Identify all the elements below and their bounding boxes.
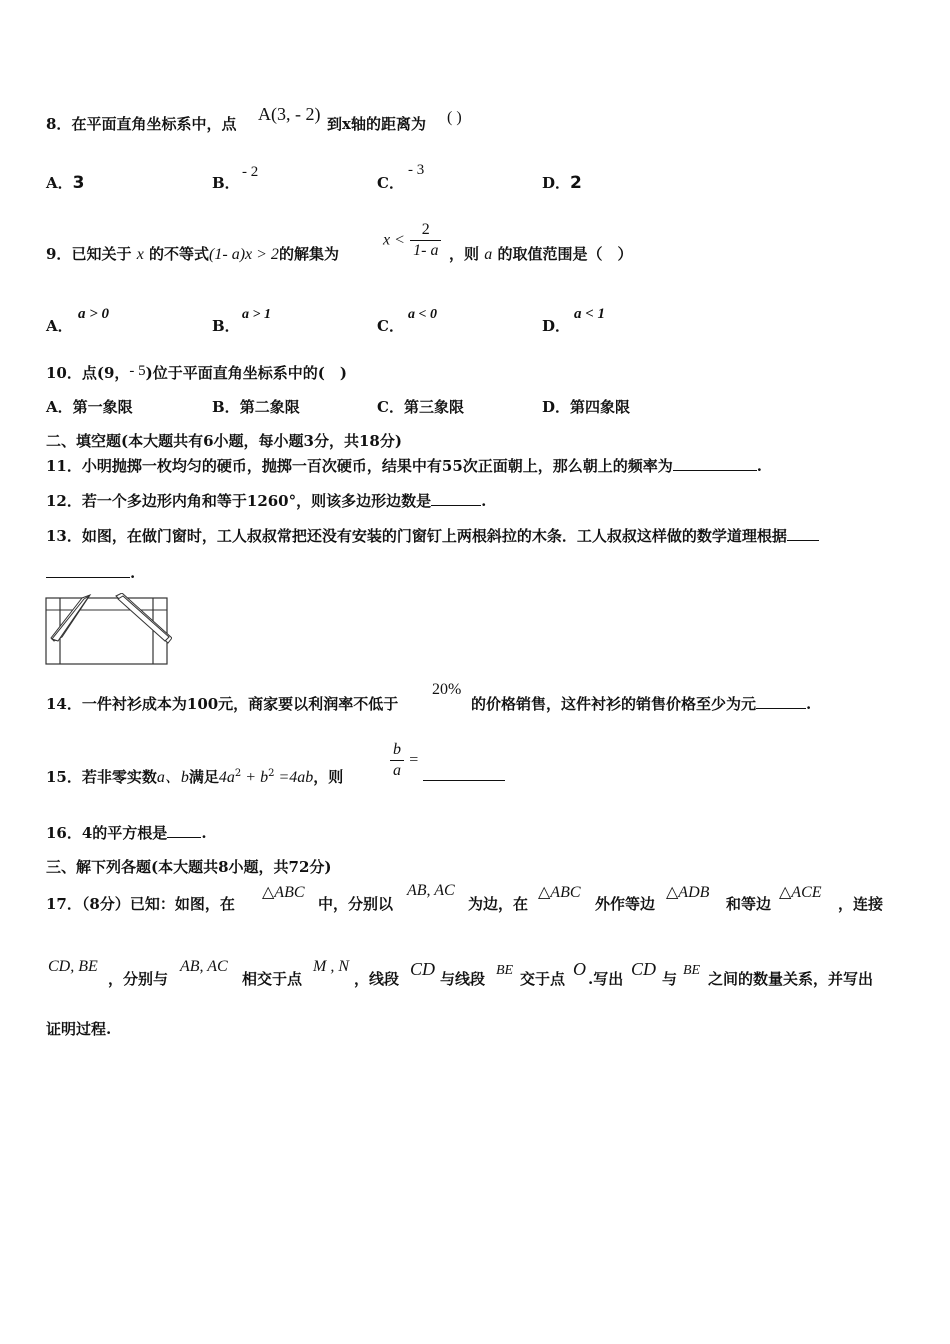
q10-option-d: D．第四象限 — [542, 398, 631, 416]
q8-option-c-value: - 3 — [408, 162, 425, 178]
section-3-heading: 三、解下列各题(本大题共8小题，共72分) — [46, 858, 332, 876]
q8-option-c-label: C． — [377, 174, 404, 192]
q17-ab-ac: AB, AC — [407, 882, 455, 899]
q17-be-2: BE — [683, 963, 701, 978]
q13-answer-blank-2 — [46, 563, 130, 578]
q9-option-a-label: A． — [46, 317, 73, 335]
q8-point: A(3, - 2) — [258, 104, 321, 124]
q15-fraction: $\frac{b}{a}$ = — [390, 740, 418, 781]
q8-text-after: 到x轴的距离为 — [327, 115, 426, 133]
q12: 12．若一个多边形内角和等于1260°，则该多边形边数是 . — [46, 492, 487, 510]
q10-option-a: A．第一象限 — [46, 398, 133, 416]
q8-option-b-label: B． — [212, 174, 240, 192]
q17-text-8: 相交于点 — [242, 970, 303, 988]
q13: 13．如图，在做门窗时，工人叔叔常把还没有安装的门窗钉上两根斜拉的木条．工人叔叔这样做的数学道理根据 — [46, 526, 819, 546]
q14-stem-end: 的价格销售，这件衬衫的销售价格至少为元 . — [471, 695, 812, 713]
q17-text-2: 中，分别以 — [318, 895, 394, 913]
q17-triangle-abc: △ABC — [262, 884, 305, 901]
q8-text-before: 在平面直角坐标系中，点 — [71, 115, 237, 133]
q14-stem: 14．一件衬衫成本为100元，商家要以利润率不低于 — [46, 695, 399, 713]
q9-option-d-value: a < 1 — [574, 306, 606, 322]
q17-text-15: 证明过程. — [46, 1020, 112, 1038]
window-frame-figure — [44, 593, 172, 667]
q13-continued: . — [46, 563, 135, 583]
q14-answer-blank — [756, 694, 806, 709]
q17-cd: CD — [410, 959, 436, 979]
q9-option-b-label: B． — [212, 317, 240, 335]
q8-option-a: A．3 — [46, 173, 85, 193]
q8-option-b-value: - 2 — [242, 164, 259, 180]
q15-answer-blank — [423, 766, 505, 781]
q17-cd-be: CD, BE — [48, 958, 98, 975]
q11-answer-blank — [673, 456, 757, 471]
q10-option-c: C．第三象限 — [377, 398, 464, 416]
q15-stem: 15．若非零实数a、b满足$4a^2 + b^2 =4ab$，则 — [46, 768, 344, 786]
q9-option-a-value: a > 0 — [78, 306, 110, 322]
q16-answer-blank — [167, 823, 201, 838]
q14-percent: 20% — [432, 681, 462, 698]
q17-ab-ac-2: AB, AC — [180, 958, 228, 975]
q17-triangle-abc-2: △ABC — [538, 884, 581, 901]
q16: 16．4的平方根是 . — [46, 824, 207, 842]
q9-solution: x < $\frac{2}{1- a}$ — [383, 220, 441, 261]
q17-o: O — [573, 959, 586, 979]
q12-answer-blank — [431, 491, 481, 506]
q9-option-d-label: D． — [542, 317, 571, 335]
q17-text-14: 之间的数量关系，并写出 — [708, 970, 874, 988]
q9-inequality: (1- a)x > 2 — [209, 246, 279, 263]
q9-stem: 9．已知关于 x 的不等式(1- a)x > 2的解集为 — [46, 245, 339, 263]
q17-triangle-ace: △ACE — [779, 884, 822, 901]
q17-text-3: 为边，在 — [468, 895, 529, 913]
q9-number: 9． — [46, 245, 72, 263]
q8-paren: ( ) — [447, 109, 462, 126]
q17-text-11: 交于点 — [520, 970, 566, 988]
q17-text-10: 与线段 — [440, 970, 486, 988]
section-2-heading: 二、填空题(本大题共有6小题，每小题3分，共18分) — [46, 432, 402, 450]
q17-text-7: ，分别与 — [108, 970, 169, 988]
q17-text-5: 和等边 — [726, 895, 772, 913]
q17-triangle-adb: △ADB — [666, 884, 710, 901]
q17-text-4: 外作等边 — [595, 895, 656, 913]
q10-stem: 10．点(9，- 5)位于平面直角坐标系中的( ) — [46, 363, 347, 382]
q17-text-6: ，连接 — [838, 895, 884, 913]
q13-answer-blank-1 — [787, 526, 819, 541]
q9-option-c-value: a < 0 — [408, 307, 437, 322]
q8-stem — [46, 114, 236, 134]
q17-text-12: .写出 — [588, 970, 624, 988]
q9-option-b-value: a > 1 — [242, 307, 271, 322]
q17-cd-2: CD — [631, 959, 657, 979]
q17-be: BE — [496, 963, 514, 978]
q8-option-d: D．2 — [542, 173, 582, 193]
q9-option-c-label: C． — [377, 317, 404, 335]
q10-option-b: B．第二象限 — [212, 398, 300, 416]
q17-line1-start: 17．（8分）已知：如图，在 — [46, 895, 235, 913]
q9-stem-end: ，则 a 的取值范围是（ ） — [449, 245, 633, 263]
q11: 11．小明抛掷一枚均匀的硬币，抛掷一百次硬币，结果中有55次正面朝上，那么朝上的频率为 . — [46, 457, 762, 475]
q8-number: 8． — [46, 115, 72, 133]
q17-text-13: 与 — [662, 970, 678, 988]
q17-text-9: ，线段 — [354, 970, 400, 988]
q17-m-n: M , N — [313, 958, 349, 975]
